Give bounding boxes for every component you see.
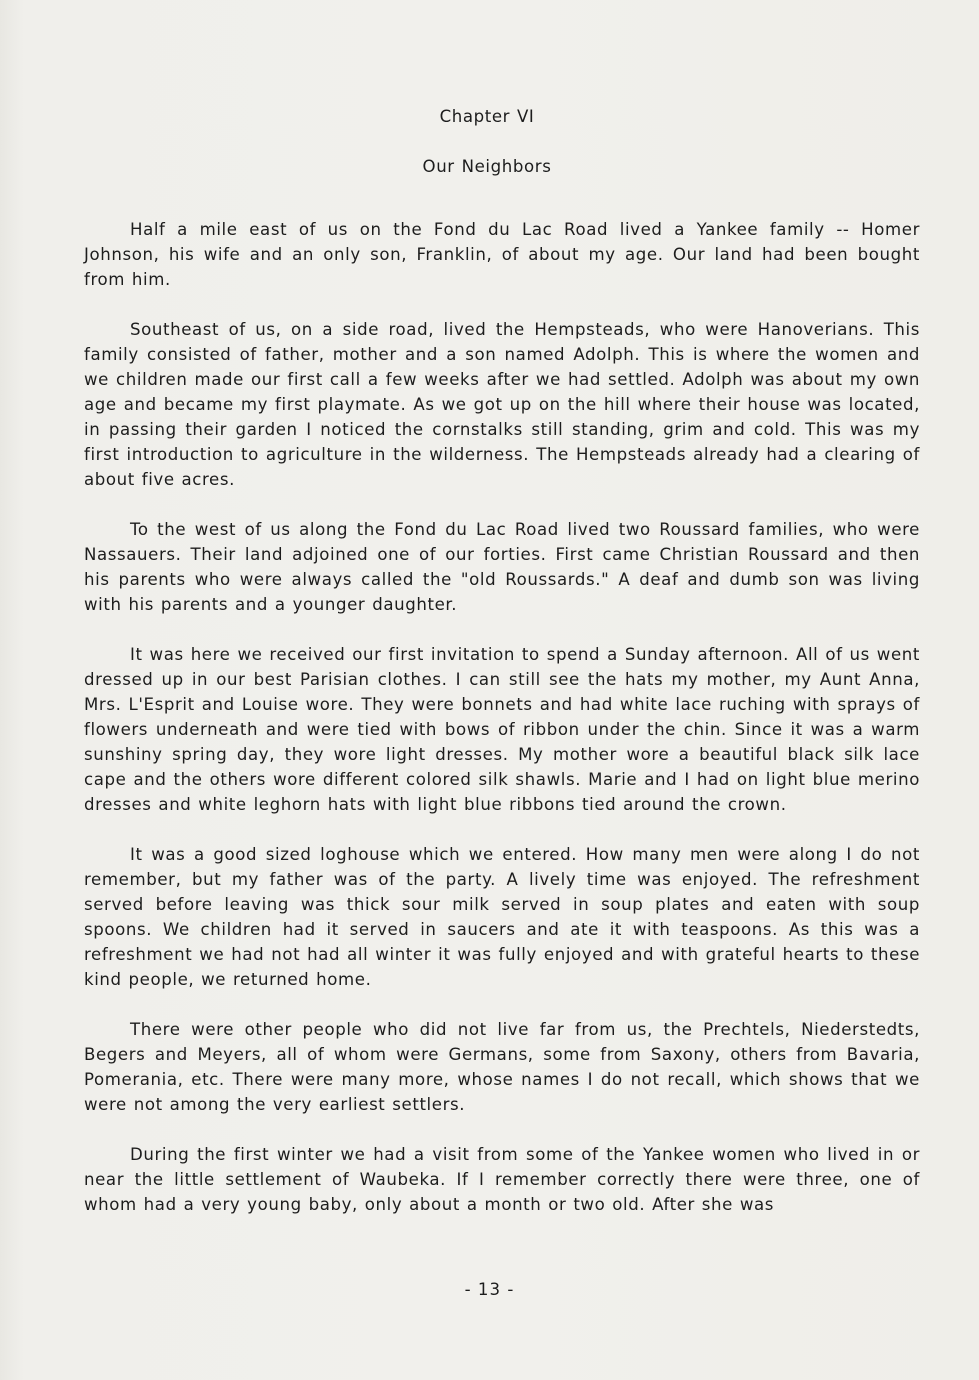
paragraph-roussards: To the west of us along the Fond du Lac Road lived two Roussard families, who were Nassauers. Their land adjoined one of our forties. First came Christian Roussard and then his parents who were always called the "old Roussards." A deaf and dumb son was living with his parents and a younger daughter. [84, 520, 920, 614]
page-content [84, 104, 920, 1242]
paragraph-first-winter: During the first winter we had a visit from some of the Yankee women who lived in or near the little settlement of Waubeka. If I remember correctly there were three, one of whom had a very young baby, only about a month or two old. After she was [84, 1145, 920, 1214]
page-number: - 13 - [464, 1280, 515, 1299]
chapter-label: Chapter VI [439, 107, 535, 126]
paragraph-johnson: Half a mile east of us on the Fond du Lac Road lived a Yankee family -- Homer Johnson, his wife and an only son, Franklin, of about my age. Our land had been bought from him. [84, 220, 920, 289]
chapter-title: Our Neighbors [422, 157, 552, 176]
paragraph-loghouse: It was a good sized loghouse which we entered. How many men were along I do not remember, but my father was of the party. A lively time was enjoyed. The refreshment served before leaving was thick sour milk served in soup plates and eaten with soup spoons. We children had it served in saucers and ate it with teaspoons. As this was a refreshment we had not had all winter it was fully enjoyed and with grateful hearts to these kind people, we returned home. [84, 845, 920, 989]
paragraph-hempsteads: Southeast of us, on a side road, lived the Hempsteads, who were Hanoverians. This family consisted of father, mother and a son named Adolph. This is where the women and we children made our first call a few weeks after we had settled. Adolph was about my own age and became my first playmate. As we got up on the hill where their house was located, in passing their garden I noticed the cornstalks still standing, grim and cold. This was my first introduction to agriculture in the wilderness. The Hempsteads already had a clearing of about five acres. [84, 320, 920, 489]
paragraph-invitation: It was here we received our first invitation to spend a Sunday afternoon. All of us went dressed up in our best Parisian clothes. I can still see the hats my mother, my Aunt Anna, Mrs. L'Esprit and Louise wore. They were bonnets and had white lace ruching with sprays of flowers underneath and were tied with bows of ribbon under the chin. Since it was a warm sunshiny spring day, they wore light dresses. My mother wore a beautiful black silk lace cape and the others wore different colored silk shawls. Marie and I had on light blue merino dresses and white leghorn hats with light blue ribbons tied around the crown. [84, 645, 920, 814]
paragraph-other-people: There were other people who did not live far from us, the Prechtels, Niederstedts, Begers and Meyers, all of whom were Germans, some from Saxony, others from Bavaria, Pomerania, etc. There were many more, whose names I do not recall, which shows that we were not among the very earliest settlers. [84, 1020, 920, 1114]
